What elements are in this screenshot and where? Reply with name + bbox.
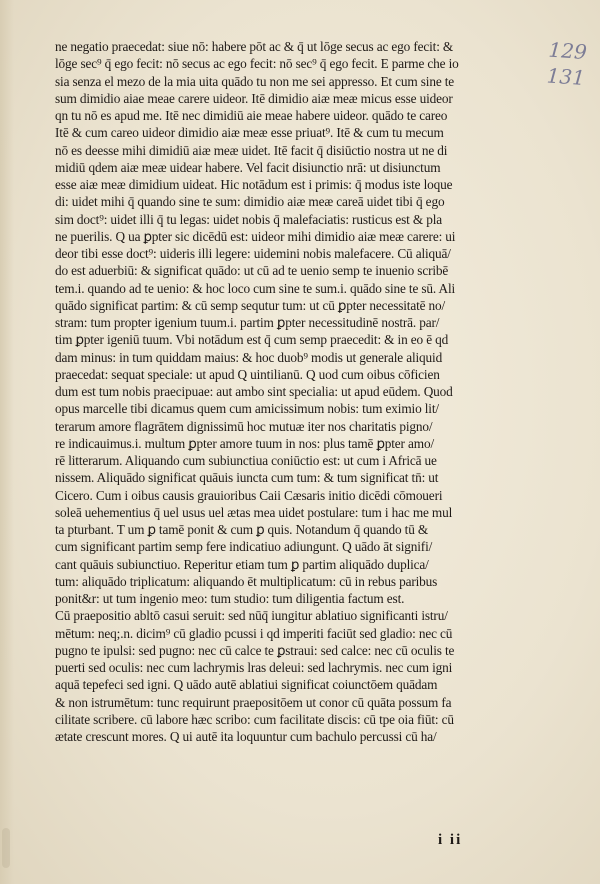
text-line: soleā uehementius q̄ uel usus uel ætas mea uidet postulare: tum i hac me mul — [55, 504, 453, 520]
marginal-note-2: 131 — [546, 63, 586, 91]
text-line: ne negatio praecedat: siue nō: habere pōt ac & q̄ ut lōge secus ac ego fecit: & — [55, 39, 454, 54]
text-line: deor tibi esse doct⁹: uideris illi legere: uidemini nobis malefacere. Cū aliquā/ — [55, 246, 451, 261]
text-line: cant quāuis subiunctiuo. Reperitur etiam tum ꝑ partim aliquādo duplica/ — [55, 556, 429, 572]
text-line: aquā tepefeci sed igni. Q uādo autē ablatiui significat coiunctōem quādam — [55, 677, 438, 693]
text-line: Cicero. Cum i oibus causis grauioribus Caii Cæsaris initio dicēdi cōmoueri — [55, 487, 443, 503]
body-text — [55, 38, 525, 745]
text-line: quādo significat partim: & cū semp sequtur tum: ut cū ꝑpter necessitatē no/ — [55, 297, 446, 313]
text-line: ne puerilis. Q ua ꝑpter sic dicēdū est: uideor mihi dimidio aiæ meæ carere: ui — [55, 228, 456, 244]
folio-signature: i ii — [438, 832, 463, 848]
text-line: stram: tum propter igenium tuum.i. partim ꝑpter necessitudinē nostrā. par/ — [55, 315, 440, 330]
text-line: mētum: neq;.n. dicim⁹ cū gladio pcussi i qd imperiti faciūt sed gladio: nec cū — [55, 625, 453, 641]
text-line: ponit&r: ut tum ingenio meo: tum studio: tum diligentia factum est. — [55, 591, 405, 606]
page-edge-shadow — [0, 0, 14, 884]
text-line: sim doct⁹: uidet illi q̄ tu legas: uidet nobis q̄ malefaciatis: rusticus est & pla — [55, 211, 443, 227]
text-line: dum est tum nobis praecipuae: aut ambo sint specialia: ut apud eūdem. Quod — [55, 384, 453, 399]
text-line: cum significant partim semp fere indicatiuo adiungunt. Q uādo āt signifi/ — [55, 539, 433, 555]
text-line: tim ꝑpter igeniū tuum. Vbi notādum est q̄ cum semp praecedit: & in eo ē qd — [55, 332, 449, 348]
text-line: cilitate scribere. cū labore hæc scribo: cum facilitate discis: cū tpe oia fiūt: cū — [55, 711, 454, 727]
text-line: tum: aliquādo triplicatum: aliquando ēt multiplicatum: cū in rebus paribus — [55, 573, 438, 589]
text-line: dam minus: in tum quiddam maius: & hoc duob⁹ modis ut generale aliquid — [55, 349, 443, 365]
text-line: sia senza el mezo de la mia uita quādo tu non me sei appresso. Et cum sine te — [55, 73, 455, 89]
text-line: terarum amore flagrātem dignissimū hoc mutuæ iter nos charitatis pigno/ — [55, 418, 433, 434]
text-line: rē litterarum. Aliquando cum subiunctiua coniūctio est: ut cum i Africā ue — [55, 453, 437, 468]
text-line: ætate crescunt mores. Q ui autē ita loquuntur cum bachulo percussi cū ha/ — [55, 729, 437, 744]
text-line: esse aiæ meæ dimidium uideat. Hic notādum est i primis: q̄ modus iste loque — [55, 177, 453, 192]
text-line: midiū qdem aiæ meæ uidear habere. Vel facit disiunctio nrā: ut disiunctum — [55, 159, 441, 175]
text-line: puerti sed oculis: nec cum lachrymis lras deleui: sed lachrymis. nec cum igni — [55, 660, 453, 675]
text-line: lōge sec⁹ q̄ ego fecit: nō secus ac ego fecit: nō sec⁹ q̄ ego fecit. E parme che io — [55, 56, 459, 72]
margin-stain — [2, 828, 10, 868]
text-line: & non istrumētum: tunc requirunt praepositōem ut conor cū quāta possum fa — [55, 694, 452, 710]
text-line: tem.i. quando ad te uenio: & hoc loco cum sine te sum.i. quādo sine te sū. Ali — [55, 280, 456, 296]
text-line: nō es deesse mihi dimidiū aiæ meæ uidet. Itē facit q̄ disiūctio nostra ut ne di — [55, 142, 448, 158]
text-line: nissem. Aliquādo significat quāuis iuncta cum tum: & tum significat tn̄: ut — [55, 470, 439, 486]
text-line: Itē & cum careo uideor dimidio aiæ meæ esse priuat⁹. Itē & cum tu mecum — [55, 125, 444, 141]
text-line: sum dimidio aiae meae carere uideor. Itē dimidio aiæ meæ micus esse uideor — [55, 90, 453, 106]
text-line: ta pturbant. T um ꝑ tamē ponit & cum ꝑ quis. Notandum q̄ quando tū & — [55, 522, 429, 537]
text-line: do est aduerbiū: & significat quādo: ut cū ad te uenio semp te inuenio scribē — [55, 263, 449, 279]
text-line: di: uidet mihi q̄ quando sine te sum: dimidio aiæ meæ careā uidet tibi q̄ ego — [55, 194, 445, 210]
marginal-note-1: 129 — [547, 37, 588, 65]
text-line: re indicauimus.i. multum ꝑpter amore tuum in nos: plus tamē ꝑpter amo/ — [55, 435, 434, 451]
text-line: praecedat: sequat speciale: ut apud Q uintilianū. Q uod cum oibus cōficien — [55, 366, 440, 382]
text-line: opus marcelle tibi dicamus quem cum amicissimum nobis: tum eximio lit/ — [55, 401, 439, 417]
text-line: qn tu nō es apud me. Itē nec dimidiū aie meae habere uideor. quādo te careo — [55, 108, 448, 123]
text-line: Cū praepositio abltō casui seruit: sed nūq̄ iungitur ablatiuo significanti istru/ — [55, 608, 448, 624]
handwritten-marginalia — [524, 34, 587, 90]
text-line: pugno te ipulsi: sed pugno: nec cū calce te ꝑstraui: sed calce: nec cū oculis te — [55, 642, 455, 658]
